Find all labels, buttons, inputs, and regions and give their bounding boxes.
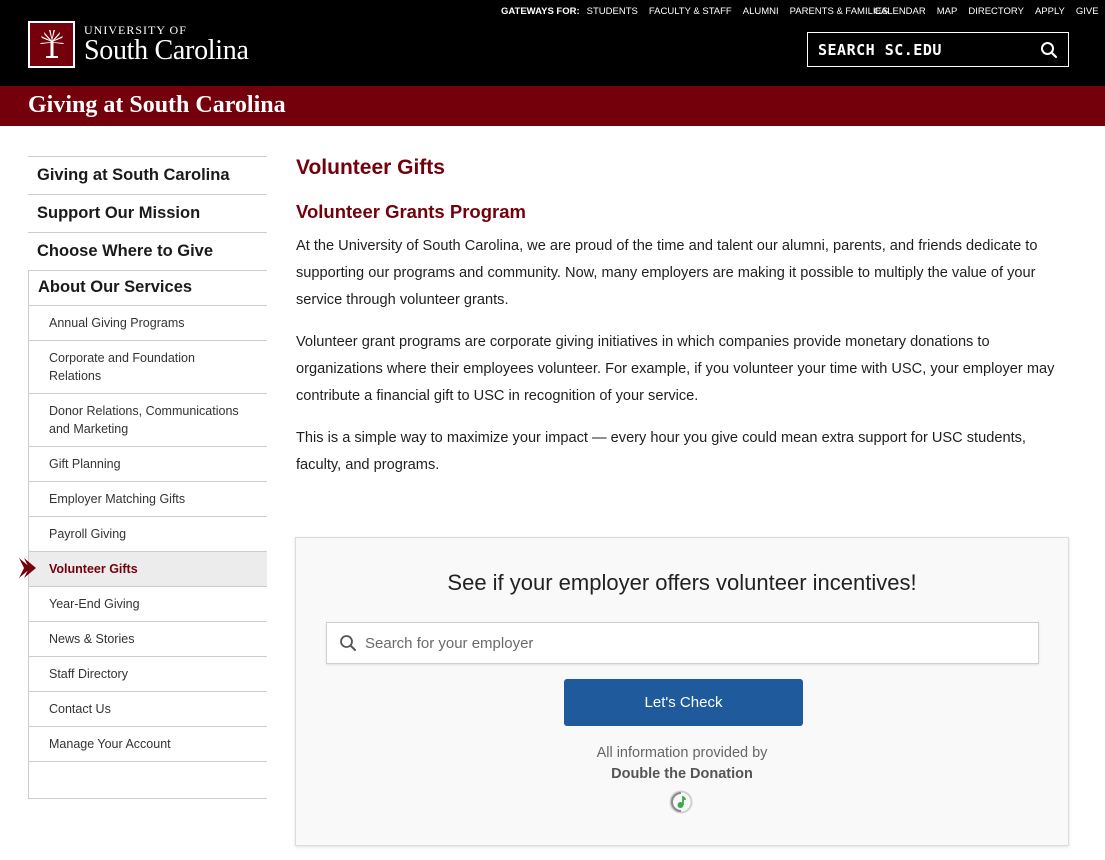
calendar-link[interactable]: CALENDAR bbox=[874, 6, 926, 17]
sidebar-item-news-stories[interactable]: News & Stories bbox=[29, 622, 267, 657]
gateway-students-link[interactable]: STUDENTS bbox=[586, 6, 638, 17]
employer-search-widget bbox=[295, 537, 1069, 846]
search-icon bbox=[339, 634, 357, 652]
widget-title: See if your employer offers volunteer incentives! bbox=[447, 570, 917, 595]
sidebar-item-donor-relations[interactable]: Donor Relations, Communications and Marketing bbox=[29, 394, 267, 447]
sidebar-item-giving[interactable]: Giving at South Carolina bbox=[28, 157, 267, 195]
sidebar-item-gift-planning[interactable]: Gift Planning bbox=[29, 447, 267, 482]
sidebar-item-corporate-foundation[interactable]: Corporate and Foundation Relations bbox=[29, 341, 267, 394]
logo-big-text: South Carolina bbox=[84, 35, 249, 66]
definition-paragraph: Volunteer grant programs are corporate giving initiatives in which companies provide monetary donations to organizations where their employees volunteer. For example, if you volunteer your time with USC, your employer may contribute a financial gift to USC in recognition of your service. bbox=[296, 334, 1055, 404]
main-content bbox=[296, 156, 1070, 494]
section-title: Volunteer Grants Program bbox=[296, 201, 526, 222]
sidebar-item-payroll-giving[interactable]: Payroll Giving bbox=[29, 517, 267, 552]
sidebar-services-group bbox=[28, 271, 267, 799]
sidebar-item-about-services[interactable]: About Our Services bbox=[29, 271, 267, 306]
site-search-button[interactable] bbox=[807, 32, 1069, 67]
sidebar-item-support-mission[interactable]: Support Our Mission bbox=[28, 195, 267, 233]
gateway-faculty-staff-link[interactable]: FACULTY & STAFF bbox=[648, 6, 732, 17]
intro-paragraph: At the University of South Carolina, we are proud of the time and talent our alumni, parents, and friends dedicate to supporting our programs and community. Now, many employers are making it possible to multiply the value of your service through volunteer grants. bbox=[296, 238, 1038, 308]
active-chevron-icon bbox=[19, 557, 37, 579]
give-link[interactable]: GIVE bbox=[1075, 6, 1099, 17]
sidebar-item-annual-giving[interactable]: Annual Giving Programs bbox=[29, 306, 267, 341]
apply-link[interactable]: APPLY bbox=[1034, 6, 1065, 17]
sidebar-item-volunteer-gifts-label: Volunteer Gifts bbox=[49, 562, 138, 576]
banner-title[interactable]: Giving at South Carolina bbox=[28, 92, 286, 118]
sidebar-nav bbox=[28, 156, 267, 799]
sidebar-item-volunteer-gifts[interactable] bbox=[29, 552, 267, 587]
sidebar-item-contact-us[interactable]: Contact Us bbox=[29, 692, 267, 727]
university-logo[interactable] bbox=[28, 21, 249, 68]
site-search-label: SEARCH SC.EDU bbox=[818, 40, 942, 59]
sidebar-item-year-end-giving[interactable]: Year-End Giving bbox=[29, 587, 267, 622]
utility-nav bbox=[874, 6, 1099, 17]
lets-check-button[interactable]: Let's Check bbox=[564, 679, 803, 726]
page-title: Volunteer Gifts bbox=[296, 156, 445, 179]
double-the-donation-logo-icon[interactable] bbox=[669, 790, 693, 814]
logo-small-text: UNIVERSITY OF bbox=[84, 23, 187, 37]
palmetto-logo-icon bbox=[28, 21, 75, 68]
sidebar-item-choose-where[interactable]: Choose Where to Give bbox=[28, 233, 267, 271]
employer-search-input[interactable] bbox=[365, 635, 1005, 652]
gateways-label: GATEWAYS FOR: bbox=[501, 6, 580, 17]
sidebar-spacer bbox=[29, 762, 267, 798]
gateways-nav bbox=[501, 6, 899, 17]
provided-by-label: All information provided by bbox=[596, 745, 768, 761]
map-link[interactable]: MAP bbox=[936, 6, 958, 17]
gateway-parents-families-link[interactable]: PARENTS & FAMILIES bbox=[789, 6, 889, 17]
directory-link[interactable]: DIRECTORY bbox=[968, 6, 1024, 17]
provided-by-text bbox=[296, 743, 1068, 785]
sidebar-item-matching-gifts[interactable]: Employer Matching Gifts bbox=[29, 482, 267, 517]
gateway-alumni-link[interactable]: ALUMNI bbox=[742, 6, 779, 17]
search-icon bbox=[1040, 41, 1058, 59]
impact-paragraph: This is a simple way to maximize your impact — every hour you give could mean extra support for USC students, faculty, and programs. bbox=[296, 430, 1026, 473]
sidebar-item-staff-directory[interactable]: Staff Directory bbox=[29, 657, 267, 692]
employer-search-box[interactable] bbox=[326, 622, 1039, 664]
sidebar-item-manage-account[interactable]: Manage Your Account bbox=[29, 727, 267, 762]
site-banner bbox=[0, 86, 1105, 126]
top-header bbox=[0, 0, 1105, 86]
provider-name[interactable]: Double the Donation bbox=[611, 766, 753, 782]
